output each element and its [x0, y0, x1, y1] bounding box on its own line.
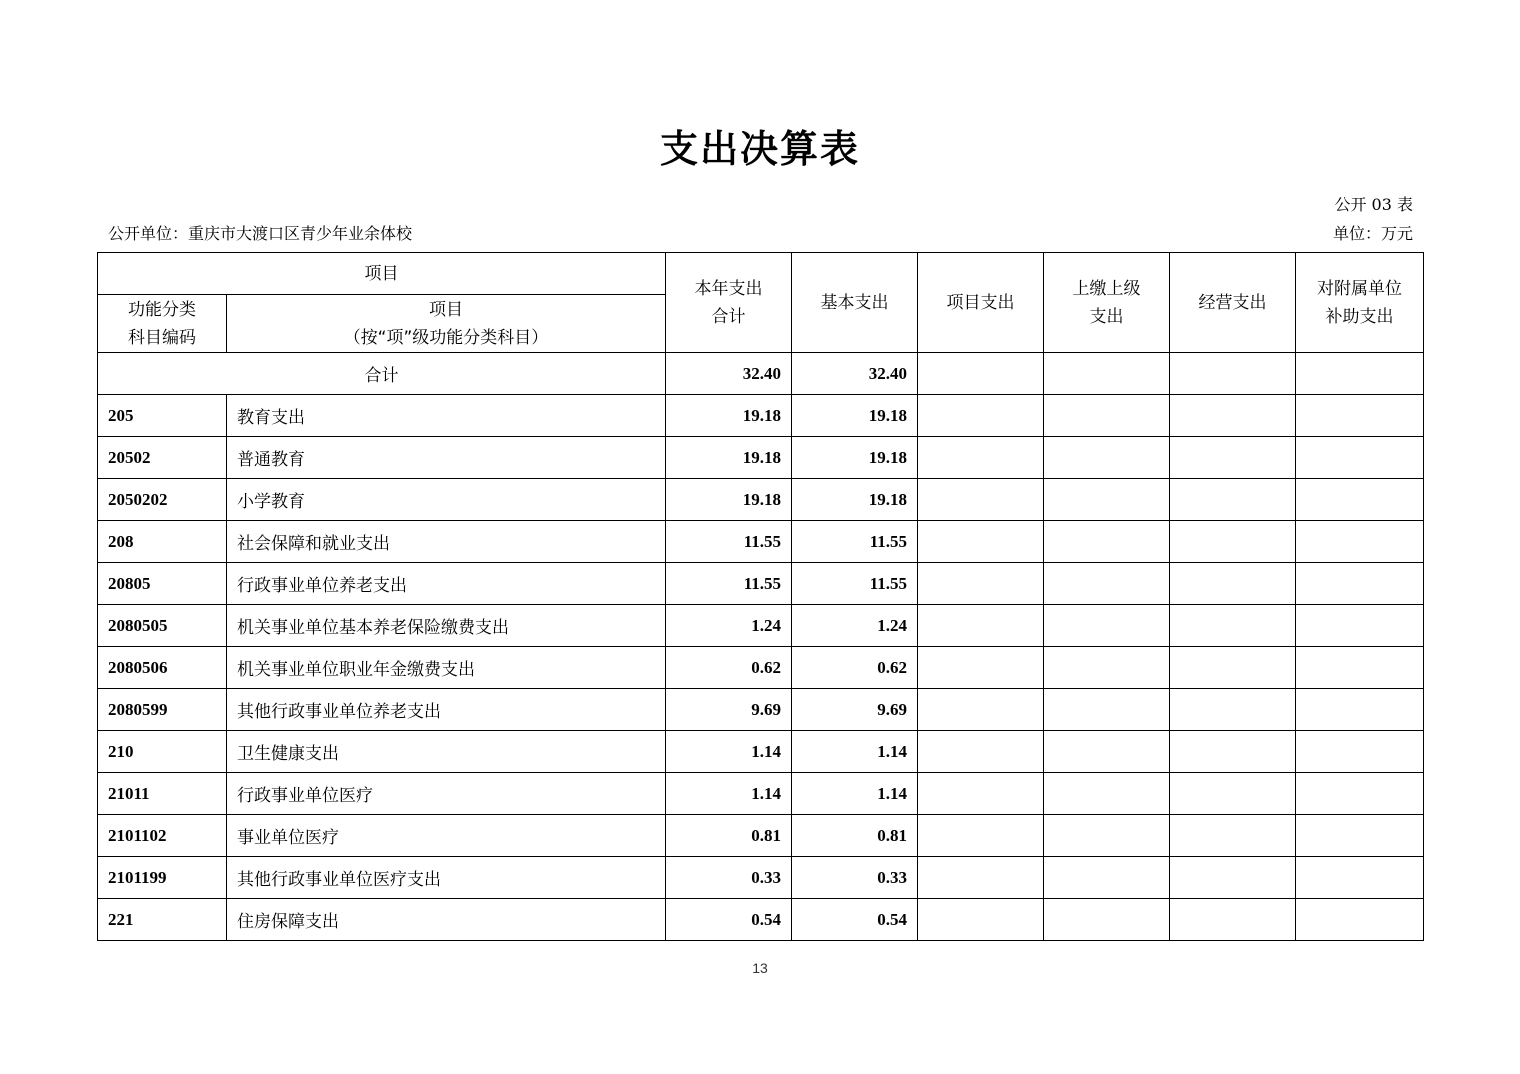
- reporting-unit: 公开单位：重庆市大渡口区青少年业余体校: [108, 224, 413, 243]
- cell-project: [918, 521, 1044, 563]
- cell-basic: 19.18: [792, 437, 918, 479]
- total-project: [918, 353, 1044, 395]
- cell-total: 1.14: [666, 731, 792, 773]
- cell-name: 其他行政事业单位医疗支出: [227, 857, 666, 899]
- cell-subsidy: [1296, 815, 1424, 857]
- cell-basic: 11.55: [792, 521, 918, 563]
- cell-code: 205: [98, 395, 227, 437]
- cell-name: 其他行政事业单位养老支出: [227, 689, 666, 731]
- cell-superior: [1044, 647, 1170, 689]
- table-number: 公开 03 表: [1334, 195, 1413, 214]
- table-row: [98, 395, 1424, 437]
- cell-name: 住房保障支出: [227, 899, 666, 941]
- cell-superior: [1044, 521, 1170, 563]
- cell-total: 1.24: [666, 605, 792, 647]
- cell-code: 2050202: [98, 479, 227, 521]
- cell-name: 社会保障和就业支出: [227, 521, 666, 563]
- header-code: 功能分类 科目编码: [98, 295, 227, 353]
- cell-basic: 19.18: [792, 395, 918, 437]
- cell-subsidy: [1296, 563, 1424, 605]
- cell-code: 221: [98, 899, 227, 941]
- cell-superior: [1044, 479, 1170, 521]
- cell-project: [918, 395, 1044, 437]
- cell-total: 9.69: [666, 689, 792, 731]
- cell-basic: 1.14: [792, 731, 918, 773]
- cell-basic: 1.24: [792, 605, 918, 647]
- cell-superior: [1044, 395, 1170, 437]
- cell-subsidy: [1296, 857, 1424, 899]
- table-row: [98, 521, 1424, 563]
- table-row: [98, 899, 1424, 941]
- cell-business: [1170, 521, 1296, 563]
- header-total: 本年支出 合计: [666, 253, 792, 353]
- table-row: [98, 437, 1424, 479]
- cell-subsidy: [1296, 773, 1424, 815]
- cell-superior: [1044, 437, 1170, 479]
- cell-name: 行政事业单位医疗: [227, 773, 666, 815]
- cell-business: [1170, 437, 1296, 479]
- total-row: [98, 353, 1424, 395]
- cell-subsidy: [1296, 479, 1424, 521]
- total-superior: [1044, 353, 1170, 395]
- cell-project: [918, 647, 1044, 689]
- cell-name: 事业单位医疗: [227, 815, 666, 857]
- cell-code: 210: [98, 731, 227, 773]
- table-row: [98, 731, 1424, 773]
- cell-subsidy: [1296, 437, 1424, 479]
- cell-superior: [1044, 731, 1170, 773]
- table-row: [98, 605, 1424, 647]
- cell-basic: 1.14: [792, 773, 918, 815]
- cell-code: 20502: [98, 437, 227, 479]
- table-row: [98, 689, 1424, 731]
- cell-project: [918, 899, 1044, 941]
- cell-subsidy: [1296, 521, 1424, 563]
- cell-project: [918, 605, 1044, 647]
- cell-basic: 0.54: [792, 899, 918, 941]
- cell-project: [918, 479, 1044, 521]
- cell-code: 2080505: [98, 605, 227, 647]
- page-number: 13: [752, 960, 768, 976]
- cell-code: 20805: [98, 563, 227, 605]
- cell-superior: [1044, 815, 1170, 857]
- cell-project: [918, 689, 1044, 731]
- cell-total: 0.81: [666, 815, 792, 857]
- header-business: 经营支出: [1170, 253, 1296, 353]
- cell-name: 机关事业单位基本养老保险缴费支出: [227, 605, 666, 647]
- page-title: 支出决算表: [659, 127, 860, 171]
- cell-total: 0.33: [666, 857, 792, 899]
- table-row: [98, 479, 1424, 521]
- cell-total: 1.14: [666, 773, 792, 815]
- cell-basic: 19.18: [792, 479, 918, 521]
- header-row-1: [98, 253, 1424, 295]
- cell-code: 208: [98, 521, 227, 563]
- cell-total: 19.18: [666, 437, 792, 479]
- cell-superior: [1044, 899, 1170, 941]
- cell-code: 2080506: [98, 647, 227, 689]
- cell-basic: 0.62: [792, 647, 918, 689]
- cell-business: [1170, 815, 1296, 857]
- cell-project: [918, 731, 1044, 773]
- cell-basic: 9.69: [792, 689, 918, 731]
- cell-total: 11.55: [666, 521, 792, 563]
- cell-business: [1170, 899, 1296, 941]
- cell-project: [918, 815, 1044, 857]
- total-business: [1170, 353, 1296, 395]
- cell-superior: [1044, 773, 1170, 815]
- total-amount: 32.40: [666, 353, 792, 395]
- cell-project: [918, 857, 1044, 899]
- cell-basic: 0.81: [792, 815, 918, 857]
- cell-superior: [1044, 857, 1170, 899]
- cell-total: 19.18: [666, 395, 792, 437]
- table-row: [98, 773, 1424, 815]
- table-row: [98, 563, 1424, 605]
- expenditure-table: [97, 252, 1424, 941]
- cell-project: [918, 773, 1044, 815]
- cell-subsidy: [1296, 647, 1424, 689]
- cell-business: [1170, 857, 1296, 899]
- cell-code: 2101199: [98, 857, 227, 899]
- cell-total: 0.62: [666, 647, 792, 689]
- table-row: [98, 815, 1424, 857]
- cell-total: 19.18: [666, 479, 792, 521]
- cell-business: [1170, 395, 1296, 437]
- cell-subsidy: [1296, 605, 1424, 647]
- cell-subsidy: [1296, 395, 1424, 437]
- cell-superior: [1044, 689, 1170, 731]
- cell-subsidy: [1296, 731, 1424, 773]
- header-item-group: 项目: [98, 253, 666, 295]
- cell-business: [1170, 605, 1296, 647]
- cell-business: [1170, 563, 1296, 605]
- cell-name: 小学教育: [227, 479, 666, 521]
- total-label: 合计: [98, 353, 666, 395]
- cell-name: 卫生健康支出: [227, 731, 666, 773]
- cell-project: [918, 563, 1044, 605]
- cell-name: 教育支出: [227, 395, 666, 437]
- cell-name: 行政事业单位养老支出: [227, 563, 666, 605]
- header-subsidy: 对附属单位 补助支出: [1296, 253, 1424, 353]
- cell-subsidy: [1296, 689, 1424, 731]
- header-superior: 上缴上级 支出: [1044, 253, 1170, 353]
- cell-business: [1170, 731, 1296, 773]
- cell-name: 普通教育: [227, 437, 666, 479]
- cell-superior: [1044, 563, 1170, 605]
- cell-business: [1170, 647, 1296, 689]
- cell-total: 11.55: [666, 563, 792, 605]
- cell-name: 机关事业单位职业年金缴费支出: [227, 647, 666, 689]
- cell-superior: [1044, 605, 1170, 647]
- cell-business: [1170, 773, 1296, 815]
- currency-unit: 单位：万元: [1332, 224, 1413, 243]
- cell-basic: 11.55: [792, 563, 918, 605]
- cell-code: 2080599: [98, 689, 227, 731]
- total-basic: 32.40: [792, 353, 918, 395]
- header-project: 项目支出: [918, 253, 1044, 353]
- total-subsidy: [1296, 353, 1424, 395]
- cell-basic: 0.33: [792, 857, 918, 899]
- table-row: [98, 647, 1424, 689]
- cell-subsidy: [1296, 899, 1424, 941]
- header-name: 项目 （按“项”级功能分类科目）: [227, 295, 666, 353]
- table-row: [98, 857, 1424, 899]
- cell-total: 0.54: [666, 899, 792, 941]
- cell-business: [1170, 689, 1296, 731]
- cell-code: 2101102: [98, 815, 227, 857]
- cell-business: [1170, 479, 1296, 521]
- cell-code: 21011: [98, 773, 227, 815]
- cell-project: [918, 437, 1044, 479]
- header-basic: 基本支出: [792, 253, 918, 353]
